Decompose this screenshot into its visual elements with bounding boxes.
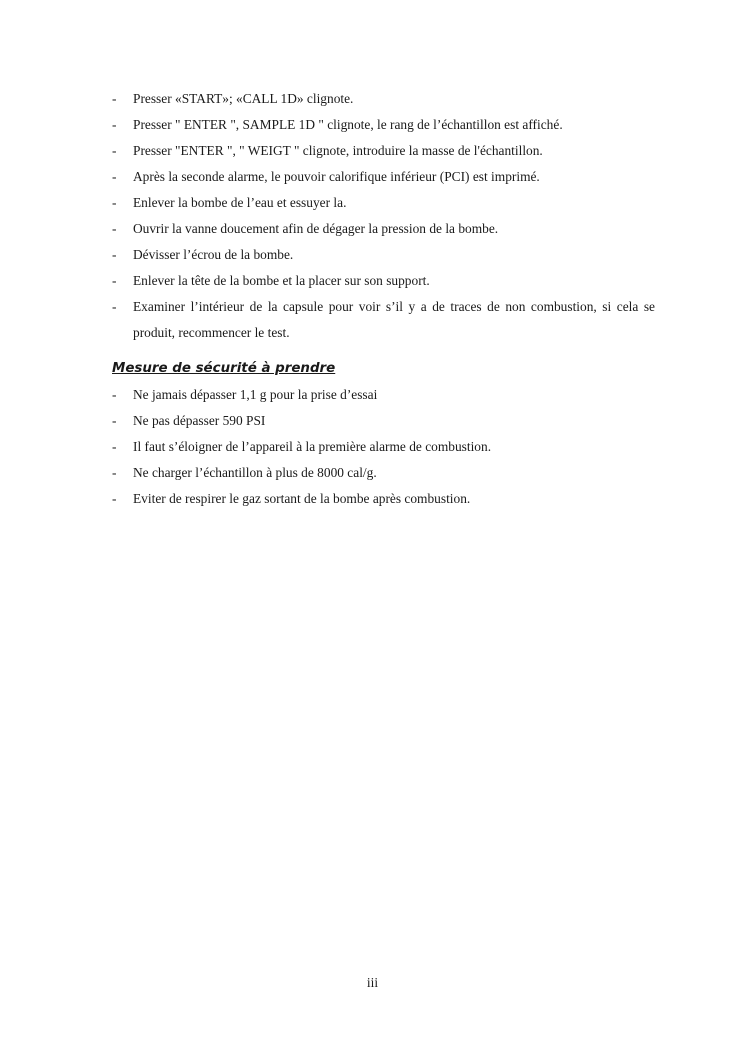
page-number: iii bbox=[366, 975, 379, 990]
safety-rule-text: Ne pas dépasser 590 PSI bbox=[133, 413, 266, 428]
bullet-dash: - bbox=[112, 299, 117, 314]
procedure-step-text: Dévisser l’écrou de la bombe. bbox=[133, 247, 294, 262]
procedure-step bbox=[112, 268, 655, 294]
safety-rule-text: Eviter de respirer le gaz sortant de la bombe après combustion. bbox=[133, 491, 471, 506]
procedure-step bbox=[112, 216, 655, 242]
procedure-step bbox=[112, 190, 655, 216]
bullet-dash: - bbox=[112, 143, 117, 158]
procedure-step-text: Enlever la bombe de l’eau et essuyer la. bbox=[133, 195, 347, 210]
procedure-step-text: Examiner l’intérieur de la capsule pour voir s’il y a de traces de non combustion, si cela se produit, recommencer le test. bbox=[133, 299, 655, 340]
safety-rule-text: Il faut s’éloigner de l’appareil à la première alarme de combustion. bbox=[133, 439, 492, 454]
safety-section-heading: Mesure de sécurité à prendre bbox=[112, 361, 336, 376]
bullet-dash: - bbox=[112, 169, 117, 184]
procedure-step bbox=[112, 164, 655, 190]
procedure-step bbox=[112, 138, 655, 164]
procedure-step-text: Presser " ENTER ", SAMPLE 1D " clignote, le rang de l’échantillon est affiché. bbox=[133, 117, 563, 132]
procedure-step bbox=[112, 294, 655, 346]
procedure-step-text: Enlever la tête de la bombe et la placer sur son support. bbox=[133, 273, 430, 288]
procedure-list bbox=[112, 86, 655, 346]
bullet-dash: - bbox=[112, 491, 117, 506]
bullet-dash: - bbox=[112, 273, 117, 288]
procedure-step bbox=[112, 112, 655, 138]
safety-list bbox=[112, 382, 655, 512]
bullet-dash: - bbox=[112, 91, 117, 106]
bullet-dash: - bbox=[112, 439, 117, 454]
bullet-dash: - bbox=[112, 247, 117, 262]
bullet-dash: - bbox=[112, 413, 117, 428]
procedure-step-text: Ouvrir la vanne doucement afin de dégager la pression de la bombe. bbox=[133, 221, 499, 236]
procedure-step bbox=[112, 242, 655, 268]
safety-rule bbox=[112, 486, 655, 512]
bullet-dash: - bbox=[112, 117, 117, 132]
bullet-dash: - bbox=[112, 465, 117, 480]
safety-rule bbox=[112, 460, 655, 486]
safety-rule bbox=[112, 408, 655, 434]
safety-rule bbox=[112, 382, 655, 408]
safety-rule-text: Ne charger l’échantillon à plus de 8000 cal/g. bbox=[133, 465, 377, 480]
safety-rule-text: Ne jamais dépasser 1,1 g pour la prise d’essai bbox=[133, 387, 378, 402]
bullet-dash: - bbox=[112, 195, 117, 210]
procedure-step-text: Presser "ENTER ", " WEIGT " clignote, introduire la masse de l'échantillon. bbox=[133, 143, 543, 158]
procedure-step-text: Après la seconde alarme, le pouvoir calorifique inférieur (PCI) est imprimé. bbox=[133, 169, 540, 184]
procedure-step-text: Presser «START»; «CALL 1D» clignote. bbox=[133, 91, 354, 106]
bullet-dash: - bbox=[112, 387, 117, 402]
safety-rule bbox=[112, 434, 655, 460]
bullet-dash: - bbox=[112, 221, 117, 236]
procedure-step bbox=[112, 86, 655, 112]
